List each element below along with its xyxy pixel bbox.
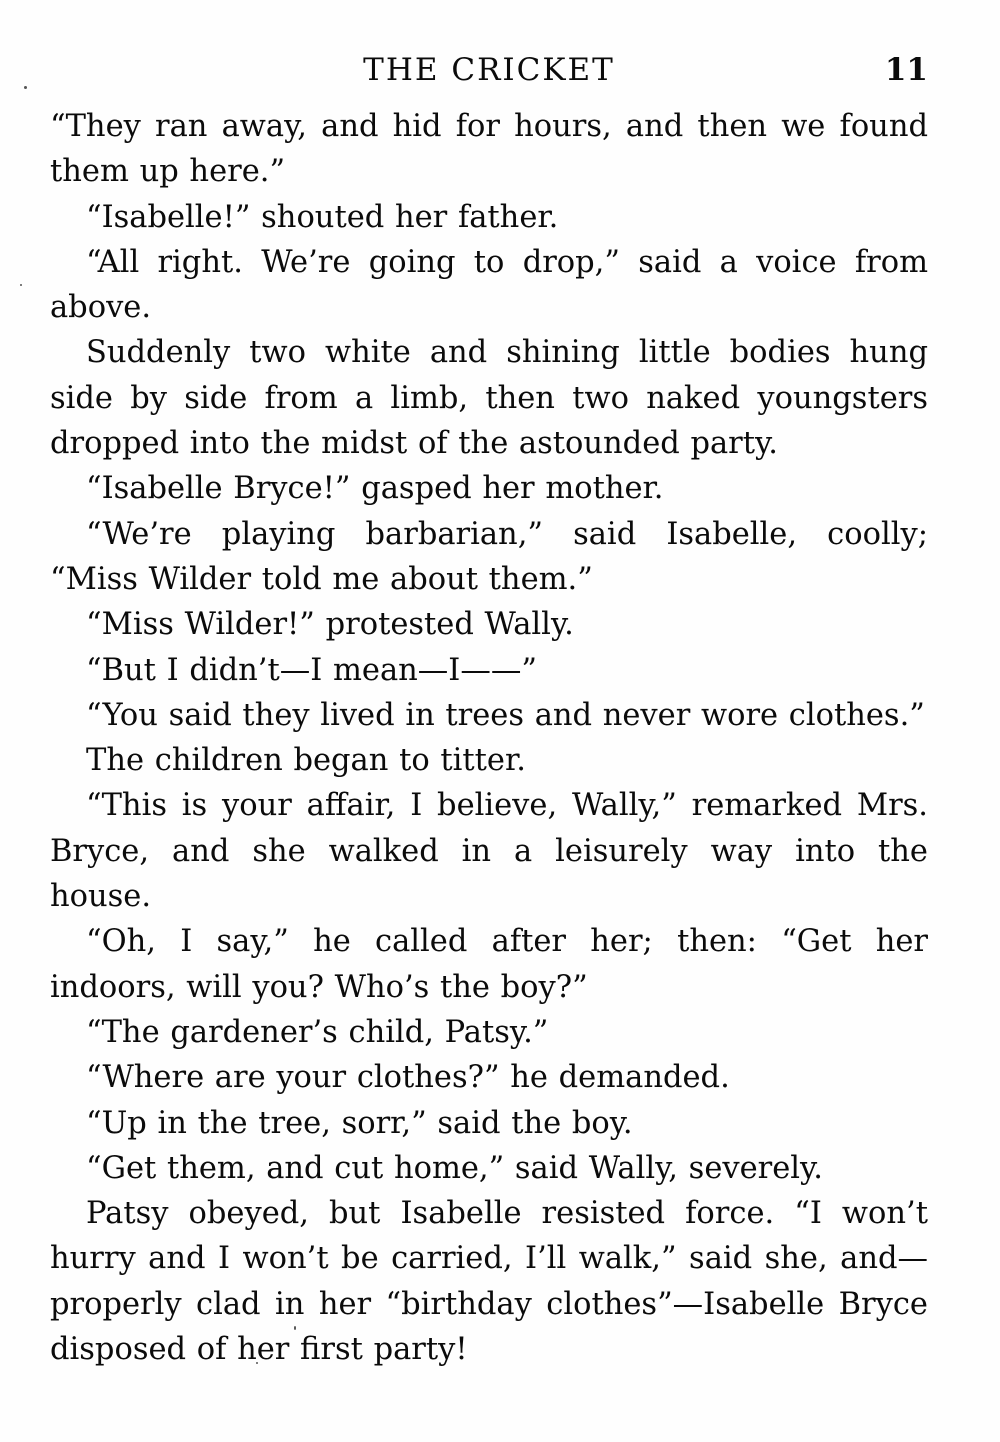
paragraph: “Where are your clothes?” he demanded. — [86, 1060, 730, 1096]
paragraph: “We’re playing barbarian,” said Isabelle, coolly; “Miss Wilder told me about them.” — [50, 516, 928, 597]
paragraph: “Get them, and cut home,” said Wally, severely. — [86, 1150, 823, 1186]
paragraph: “All right. We’re going to drop,” said a voice from above. — [50, 244, 928, 326]
paragraph: “This is your affair, I believe, Wally,” remarked Mrs. Bryce, and she walked in a leisurely way into the house. — [50, 788, 928, 915]
paragraph: “You said they lived in trees and never wore clothes.” — [86, 697, 925, 733]
paragraph: “Isabelle Bryce!” gasped her mother. — [86, 471, 664, 507]
paragraph: The children began to titter. — [86, 743, 526, 779]
paragraph: “The gardener’s child, Patsy.” — [86, 1014, 549, 1050]
print-speck — [20, 284, 22, 286]
body-text — [50, 104, 928, 1372]
paragraph: “But I didn’t—I mean—I——” — [86, 652, 537, 688]
paragraph: “Oh, I say,” he called after her; then: “Get her indoors, will you? Who’s the boy?” — [50, 924, 928, 1005]
paragraph: “Up in the tree, sorr,” said the boy. — [86, 1105, 633, 1141]
running-header — [50, 48, 928, 92]
paragraph: “Isabelle!” shouted her father. — [86, 199, 559, 235]
paragraph: “Miss Wilder!” protested Wally. — [86, 607, 574, 643]
paragraph: “They ran away, and hid for hours, and then we found them up here.” — [50, 109, 928, 190]
running-title: THE CRICKET — [363, 52, 615, 88]
page-number: 11 — [884, 52, 928, 88]
paragraph: Suddenly two white and shining little bodies hung side by side from a limb, then two naked youngsters dropped into the midst of the astounded party. — [50, 335, 928, 462]
paragraph: Patsy obeyed, but Isabelle resisted force. “I won’t hurry and I won’t be carried, I’ll walk,” said she, and—properly clad in her “birthday clothes”—Isabelle Bryce disposed of her first party! — [50, 1196, 928, 1368]
print-speck — [24, 86, 27, 89]
